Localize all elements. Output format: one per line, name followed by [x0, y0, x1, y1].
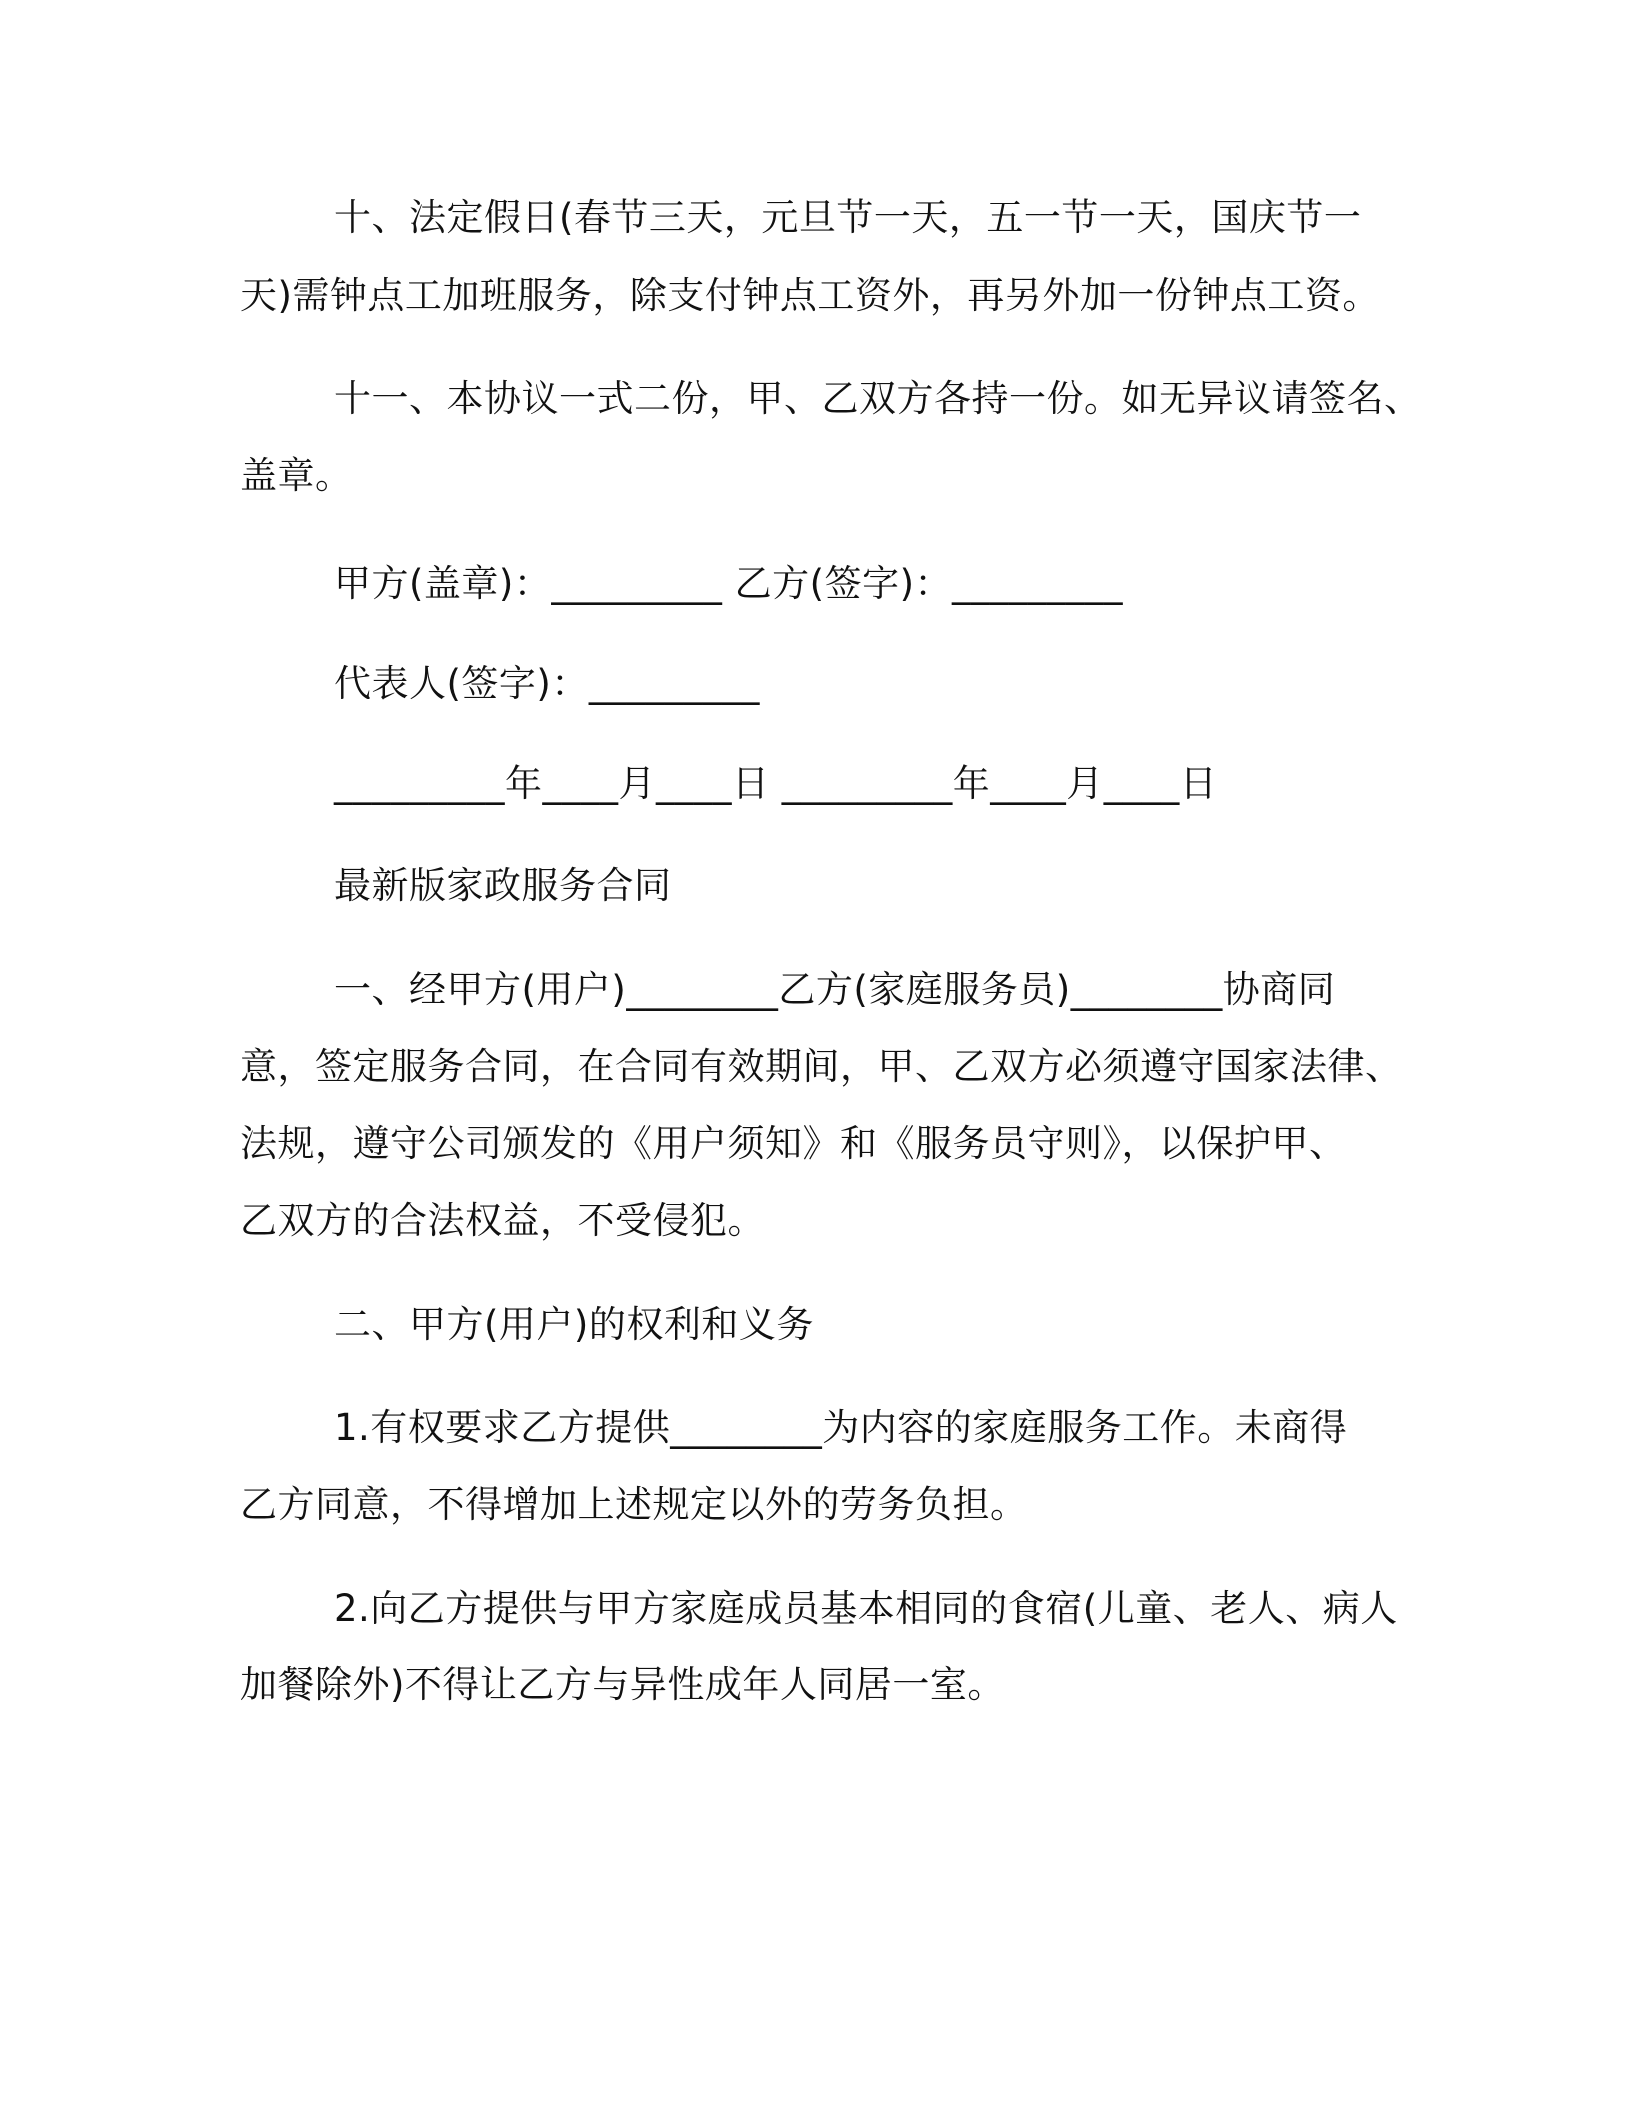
item-2-line-1: 2.向乙方提供与甲方家庭成员基本相同的食宿(儿童、老人、病人 — [334, 1587, 1398, 1630]
section-1-line-2: 意，签定服务合同，在合同有效期间，甲、乙双方必须遵守国家法律、 — [240, 1045, 1403, 1088]
clause-11-line-1: 十一、本协议一式二份，甲、乙双方各持一份。如无异议请签名、 — [334, 377, 1422, 420]
item-1-line-1: 1.有权要求乙方提供________为内容的家庭服务工作。未商得 — [334, 1406, 1348, 1449]
signature-party-line: 甲方(盖章)：_________ 乙方(签字)：_________ — [334, 562, 1124, 605]
clause-10-line-2: 天)需钟点工加班服务，除支付钟点工资外，再另外加一份钟点工资。 — [240, 274, 1380, 317]
clause-11-line-2: 盖章。 — [240, 454, 353, 497]
section-1-line-3: 法规，遵守公司颁发的《用户须知》和《服务员守则》，以保护甲、 — [240, 1122, 1347, 1165]
section-1-line-1: 一、经甲方(用户)________乙方(家庭服务员)________协商同 — [334, 968, 1336, 1011]
item-2-line-2: 加餐除外)不得让乙方与异性成年人同居一室。 — [240, 1663, 1005, 1706]
section-1-line-4: 乙双方的合法权益，不受侵犯。 — [240, 1199, 765, 1242]
representative-signature-line: 代表人(签字)：_________ — [334, 662, 760, 705]
item-1-line-2: 乙方同意，不得增加上述规定以外的劳务负担。 — [240, 1483, 1028, 1526]
date-line: _________年____月____日 _________年____月____日 — [334, 762, 1218, 805]
contract-title: 最新版家政服务合同 — [334, 864, 672, 907]
clause-10-line-1: 十、法定假日(春节三天，元旦节一天，五一节一天，国庆节一 — [334, 196, 1362, 239]
section-2-heading: 二、甲方(用户)的权利和义务 — [334, 1303, 814, 1346]
